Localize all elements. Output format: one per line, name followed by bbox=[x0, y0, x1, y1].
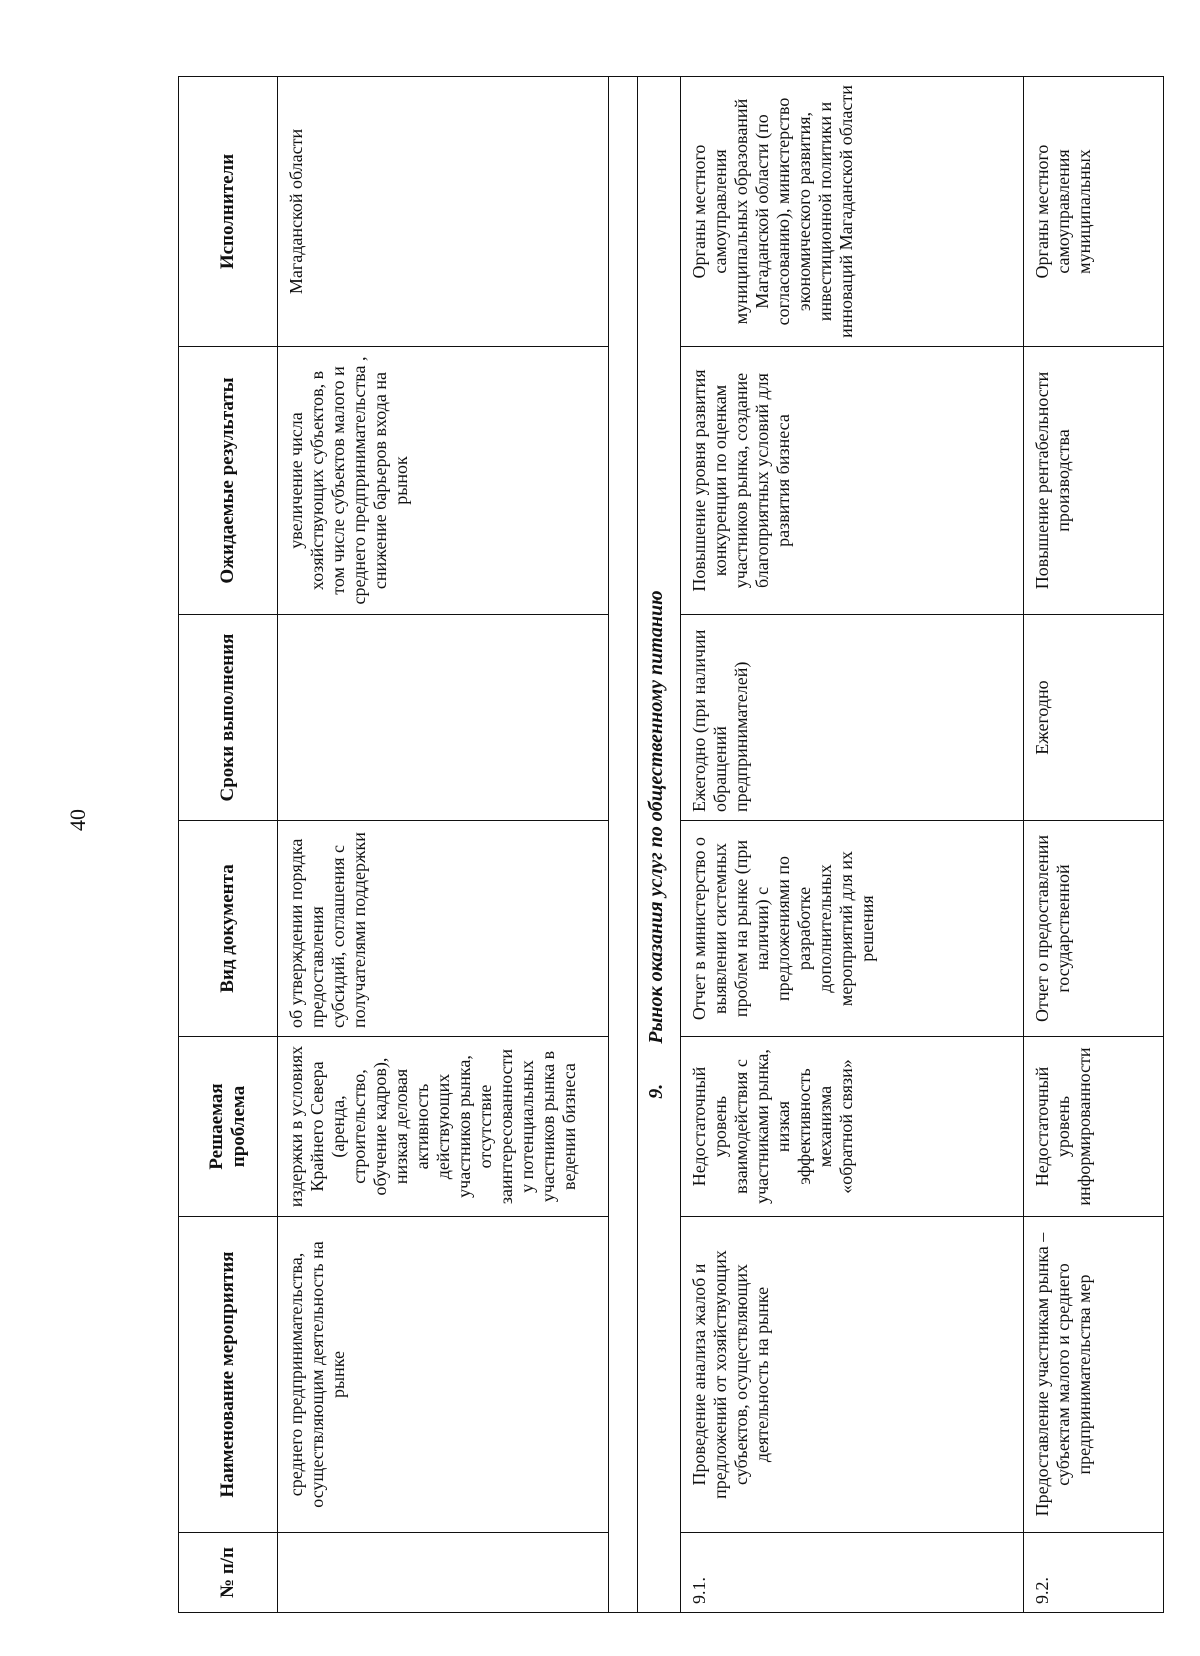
gap-cell bbox=[609, 77, 638, 1613]
header-event: Наименование мероприятия bbox=[179, 1217, 278, 1533]
header-results: Ожидаемые результаты bbox=[179, 347, 278, 615]
page-number: 40 bbox=[65, 809, 90, 831]
table-row bbox=[1024, 77, 1164, 1613]
section-row bbox=[638, 77, 681, 1613]
measures-table bbox=[178, 76, 1164, 1613]
section-heading bbox=[638, 77, 681, 1613]
header-executors: Исполнители bbox=[179, 77, 278, 347]
table-row-continuation bbox=[277, 77, 609, 1613]
cell-event: среднего предпринимательства, осуществляющим деятельность на рынке bbox=[277, 1217, 609, 1533]
cell-doc: Отчет в министерство о выявлении системных проблем на рынке (при наличии) с предложениями по разработке дополнительных мероприятий для их решения bbox=[681, 821, 1024, 1037]
cell-executors: Органы местного самоуправления муниципальных bbox=[1024, 77, 1164, 347]
header-term: Сроки выполнения bbox=[179, 615, 278, 821]
cell-term bbox=[277, 615, 609, 821]
cell-num bbox=[277, 1533, 609, 1613]
cell-results: Повышение уровня развития конкуренции по оценкам участников рынка, создание благоприятных условий для развития бизнеса bbox=[681, 347, 1024, 615]
cell-num: 9.2. bbox=[1024, 1533, 1164, 1613]
cell-event: Проведение анализа жалоб и предложений от хозяйствующих субъектов, осуществляющих деятельность на рынке bbox=[681, 1217, 1024, 1533]
cell-doc: об утверждении порядка предоставления субсидий, соглашения с получателями поддержки bbox=[277, 821, 609, 1037]
header-problem: Решаемая проблема bbox=[179, 1037, 278, 1217]
cell-doc: Отчет о предоставлении государственной bbox=[1024, 821, 1164, 1037]
header-num: № п/п bbox=[179, 1533, 278, 1613]
cell-problem: издержки в условиях Крайнего Севера (аренда, строительство, обучение кадров), низкая деловая активность действующих участников рынка, отсутствие заинтересованности у потенциальных участников рынка в ведении бизнеса bbox=[277, 1037, 609, 1217]
table-header-row bbox=[179, 77, 278, 1613]
table-row bbox=[681, 77, 1024, 1613]
cell-executors: Органы местного самоуправления муниципальных образований Магаданской области (по согласованию), министерство экономического развития, инвестиционной политики и инноваций Магаданской области bbox=[681, 77, 1024, 347]
cell-results: увеличение числа хозяйствующих субъектов, в том числе субъектов малого и среднего предпринимательства , снижение барьеров входа на рынок bbox=[277, 347, 609, 615]
cell-results: Повышение рентабельности производства bbox=[1024, 347, 1164, 615]
cell-problem: Недостаточный уровень взаимодействия с участниками рынка, низкая эффективность механизма «обратной связи» bbox=[681, 1037, 1024, 1217]
cell-num: 9.1. bbox=[681, 1533, 1024, 1613]
cell-executors: Магаданской области bbox=[277, 77, 609, 347]
header-doc: Вид документа bbox=[179, 821, 278, 1037]
cell-problem: Недостаточный уровень информированности bbox=[1024, 1037, 1164, 1217]
cell-event: Предоставление участникам рынка – субъектам малого и среднего предпринимательства мер bbox=[1024, 1217, 1164, 1533]
rotated-table-sheet bbox=[178, 77, 1164, 1613]
table-gap-row bbox=[609, 77, 638, 1613]
cell-term: Ежегодно (при наличии обращений предпринимателей) bbox=[681, 615, 1024, 821]
section-title: Рынок оказания услуг по общественному питанию bbox=[645, 590, 668, 1044]
section-number: 9. bbox=[645, 1083, 668, 1099]
cell-term: Ежегодно bbox=[1024, 615, 1164, 821]
